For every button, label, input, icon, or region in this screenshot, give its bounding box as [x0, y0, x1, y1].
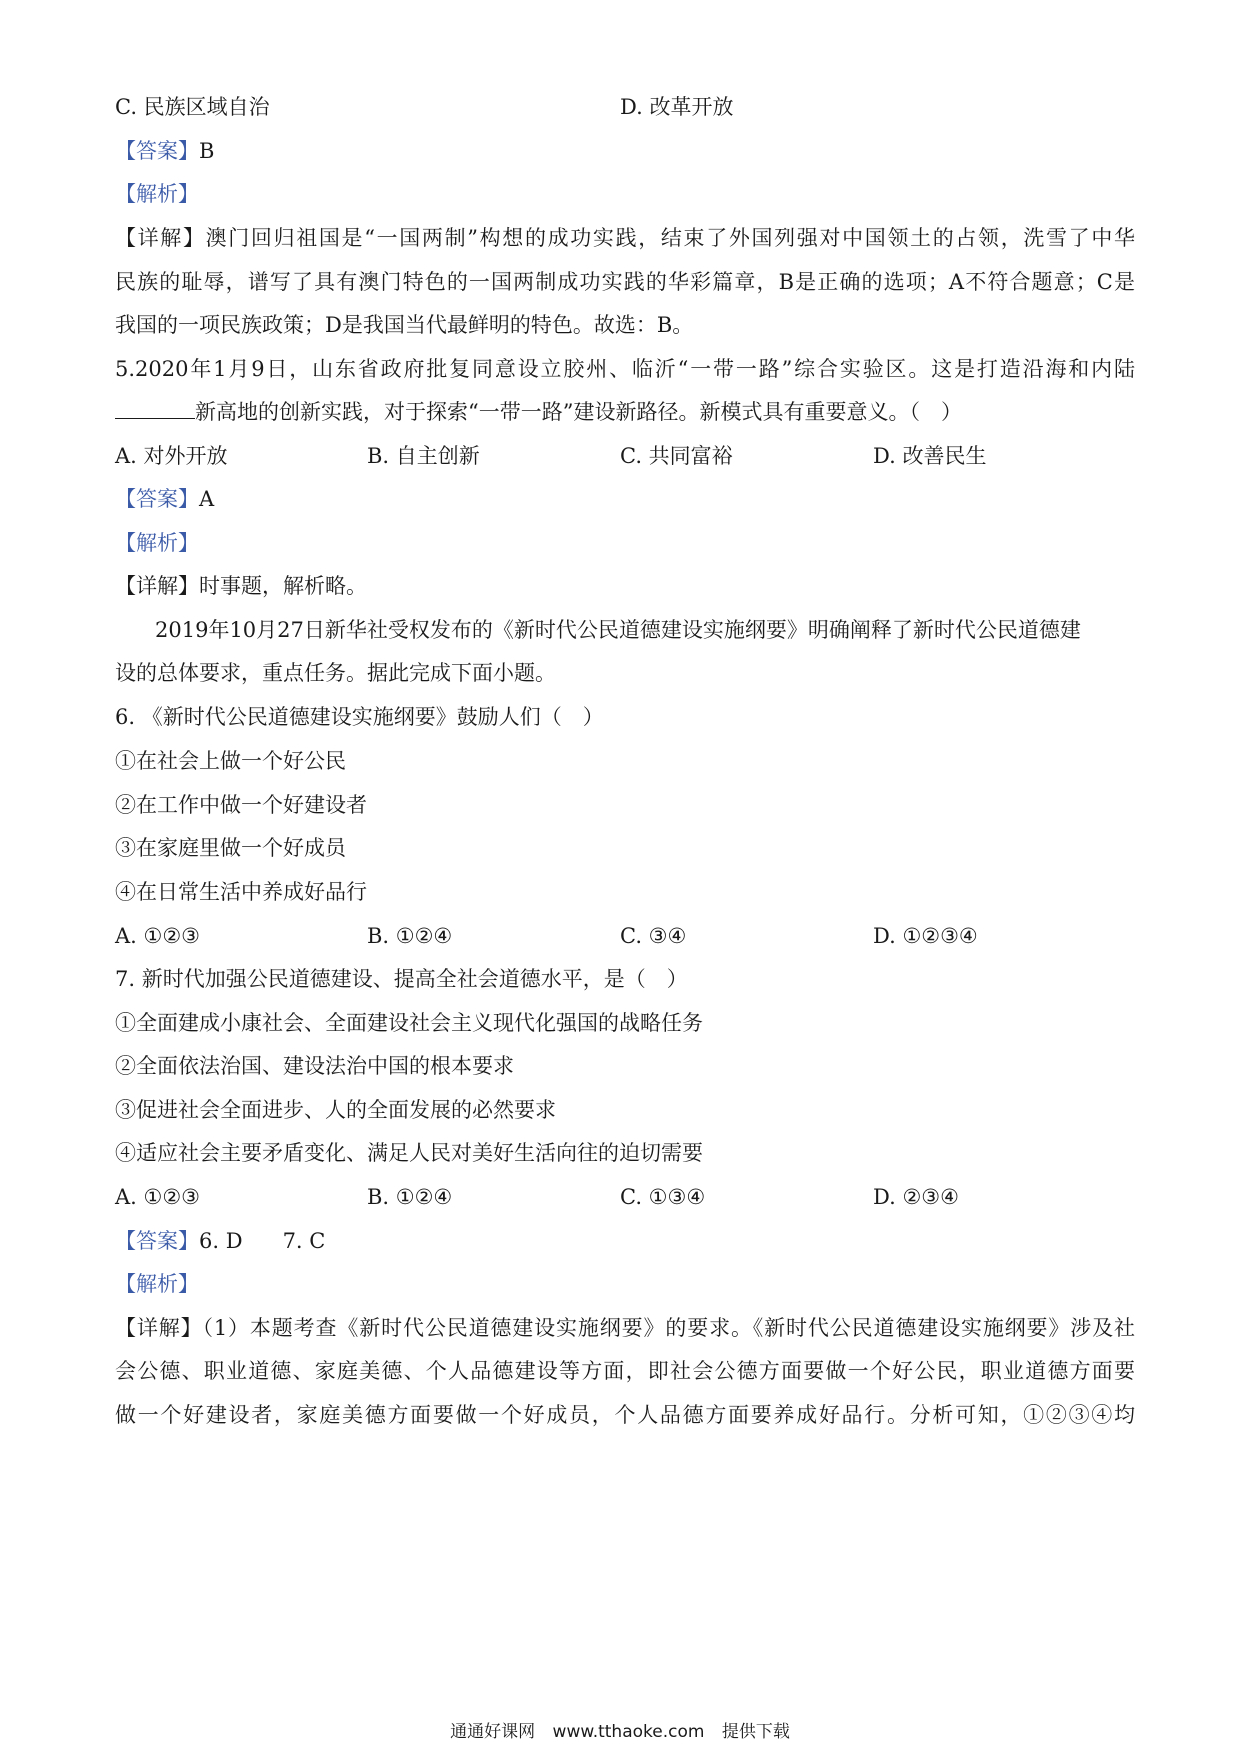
q7-statement-4: ④适应社会主要矛盾变化、满足人民对美好生活向往的迫切需要: [115, 1141, 703, 1165]
q5-detail: [115, 571, 1135, 601]
q5-answer: [115, 484, 1135, 514]
q6-statement-1: ①在社会上做一个好公民: [115, 749, 346, 773]
answer-text: B: [199, 139, 215, 163]
answer-tag: 【答案】: [115, 139, 199, 163]
q5-stem-text: 新高地的创新实践，对于探索“一带一路”建设新路径。新模式具有重要意义。（ ）: [195, 400, 962, 424]
q4-detail-line-1: [115, 223, 1135, 253]
detail-text: 澳门回归祖国是“一国两制”构想的成功实践，结束了外国列强对中国领土的占领，洗雪了中华: [205, 226, 1135, 250]
q7-statement-2: ②全面依法治国、建设法治中国的根本要求: [115, 1054, 514, 1078]
answer-tag: 【答案】: [115, 1229, 199, 1253]
q5-option-a: A. 对外开放: [115, 444, 228, 468]
q5-option-b: B. 自主创新: [367, 444, 480, 468]
detail-tag: 【详解】: [115, 574, 199, 598]
q7-statement-3: ③促进社会全面进步、人的全面发展的必然要求: [115, 1098, 556, 1122]
q6-stem: 6. 《新时代公民道德建设实施纲要》鼓励人们（ ）: [115, 705, 604, 729]
q5-option-c: C. 共同富裕: [620, 444, 733, 468]
q67-answer: [115, 1226, 1135, 1256]
q5-stem-line-2: [115, 397, 1135, 427]
q67-analysis: [115, 1269, 1135, 1299]
answer-7: 7. C: [282, 1229, 326, 1253]
answer-tag: 【答案】: [115, 487, 199, 511]
detail-tag: 【详解】: [115, 1316, 203, 1340]
q6-statement-2: ②在工作中做一个好建设者: [115, 793, 367, 817]
analysis-tag: 【解析】: [115, 531, 199, 555]
q7-option-a: A. ①②③: [115, 1185, 200, 1209]
detail-tag: 【详解】: [115, 226, 206, 250]
q6-option-d: D. ①②③④: [873, 924, 978, 948]
q7-option-b: B. ①②④: [367, 1185, 453, 1209]
fill-blank: [115, 398, 195, 419]
q7-option-d: D. ②③④: [873, 1185, 959, 1209]
q67-detail-line-3: 做一个好建设者，家庭美德方面要做一个好成员，个人品德方面要养成好品行。分析可知，①②③④均: [115, 1403, 1135, 1427]
answer-text: A: [199, 487, 215, 511]
answer-6: 6. D: [199, 1229, 243, 1253]
q4-detail-line-2: 民族的耻辱，谱写了具有澳门特色的一国两制成功实践的华彩篇章，B是正确的选项；A不符合题意；C是: [115, 270, 1135, 294]
q7-option-c: C. ①③④: [620, 1185, 706, 1209]
detail-text: （1）本题考查《新时代公民道德建设实施纲要》的要求。《新时代公民道德建设实施纲要》涉及社: [202, 1316, 1136, 1340]
q6-option-a: A. ①②③: [115, 924, 200, 948]
q6-statement-4: ④在日常生活中养成好品行: [115, 880, 367, 904]
q4-detail-line-3: 我国的一项民族政策；D是我国当代最鲜明的特色。故选：B。: [115, 313, 694, 337]
q7-stem: 7. 新时代加强公民道德建设、提高全社会道德水平，是（ ）: [115, 967, 688, 991]
q4-answer: [115, 136, 1135, 166]
q6-option-c: C. ③④: [620, 924, 687, 948]
q5-option-d: D. 改善民生: [873, 444, 987, 468]
material-line-2: 设的总体要求，重点任务。据此完成下面小题。: [115, 661, 556, 685]
analysis-tag: 【解析】: [115, 182, 199, 206]
q67-detail-line-1: [115, 1313, 1135, 1343]
q6-statement-3: ③在家庭里做一个好成员: [115, 836, 346, 860]
q4-option-c: C. 民族区域自治: [115, 95, 270, 119]
q5-stem-line-1: 5.2020年1月9日，山东省政府批复同意设立胶州、临沂“一带一路”综合实验区。这是打造沿海和内陆: [115, 357, 1135, 381]
footer-note: 提供下载: [721, 1722, 790, 1742]
page-footer: [0, 1720, 1240, 1744]
q7-statement-1: ①全面建成小康社会、全面建设社会主义现代化强国的战略任务: [115, 1011, 703, 1035]
q5-analysis: [115, 528, 1135, 558]
material-line-1: 2019年10月27日新华社受权发布的《新时代公民道德建设实施纲要》明确阐释了新时代公民道德建: [155, 618, 1081, 642]
analysis-tag: 【解析】: [115, 1272, 199, 1296]
detail-text: 时事题，解析略。: [199, 574, 367, 598]
q4-analysis: [115, 179, 1135, 209]
q67-detail-line-2: 会公德、职业道德、家庭美德、个人品德建设等方面，即社会公德方面要做一个好公民，职业道德方面要: [115, 1359, 1135, 1383]
footer-site-name: 通通好课网: [450, 1722, 536, 1742]
q4-option-d: D. 改革开放: [620, 95, 734, 119]
q6-option-b: B. ①②④: [367, 924, 453, 948]
footer-url[interactable]: www.tthaoke.com: [552, 1722, 705, 1742]
